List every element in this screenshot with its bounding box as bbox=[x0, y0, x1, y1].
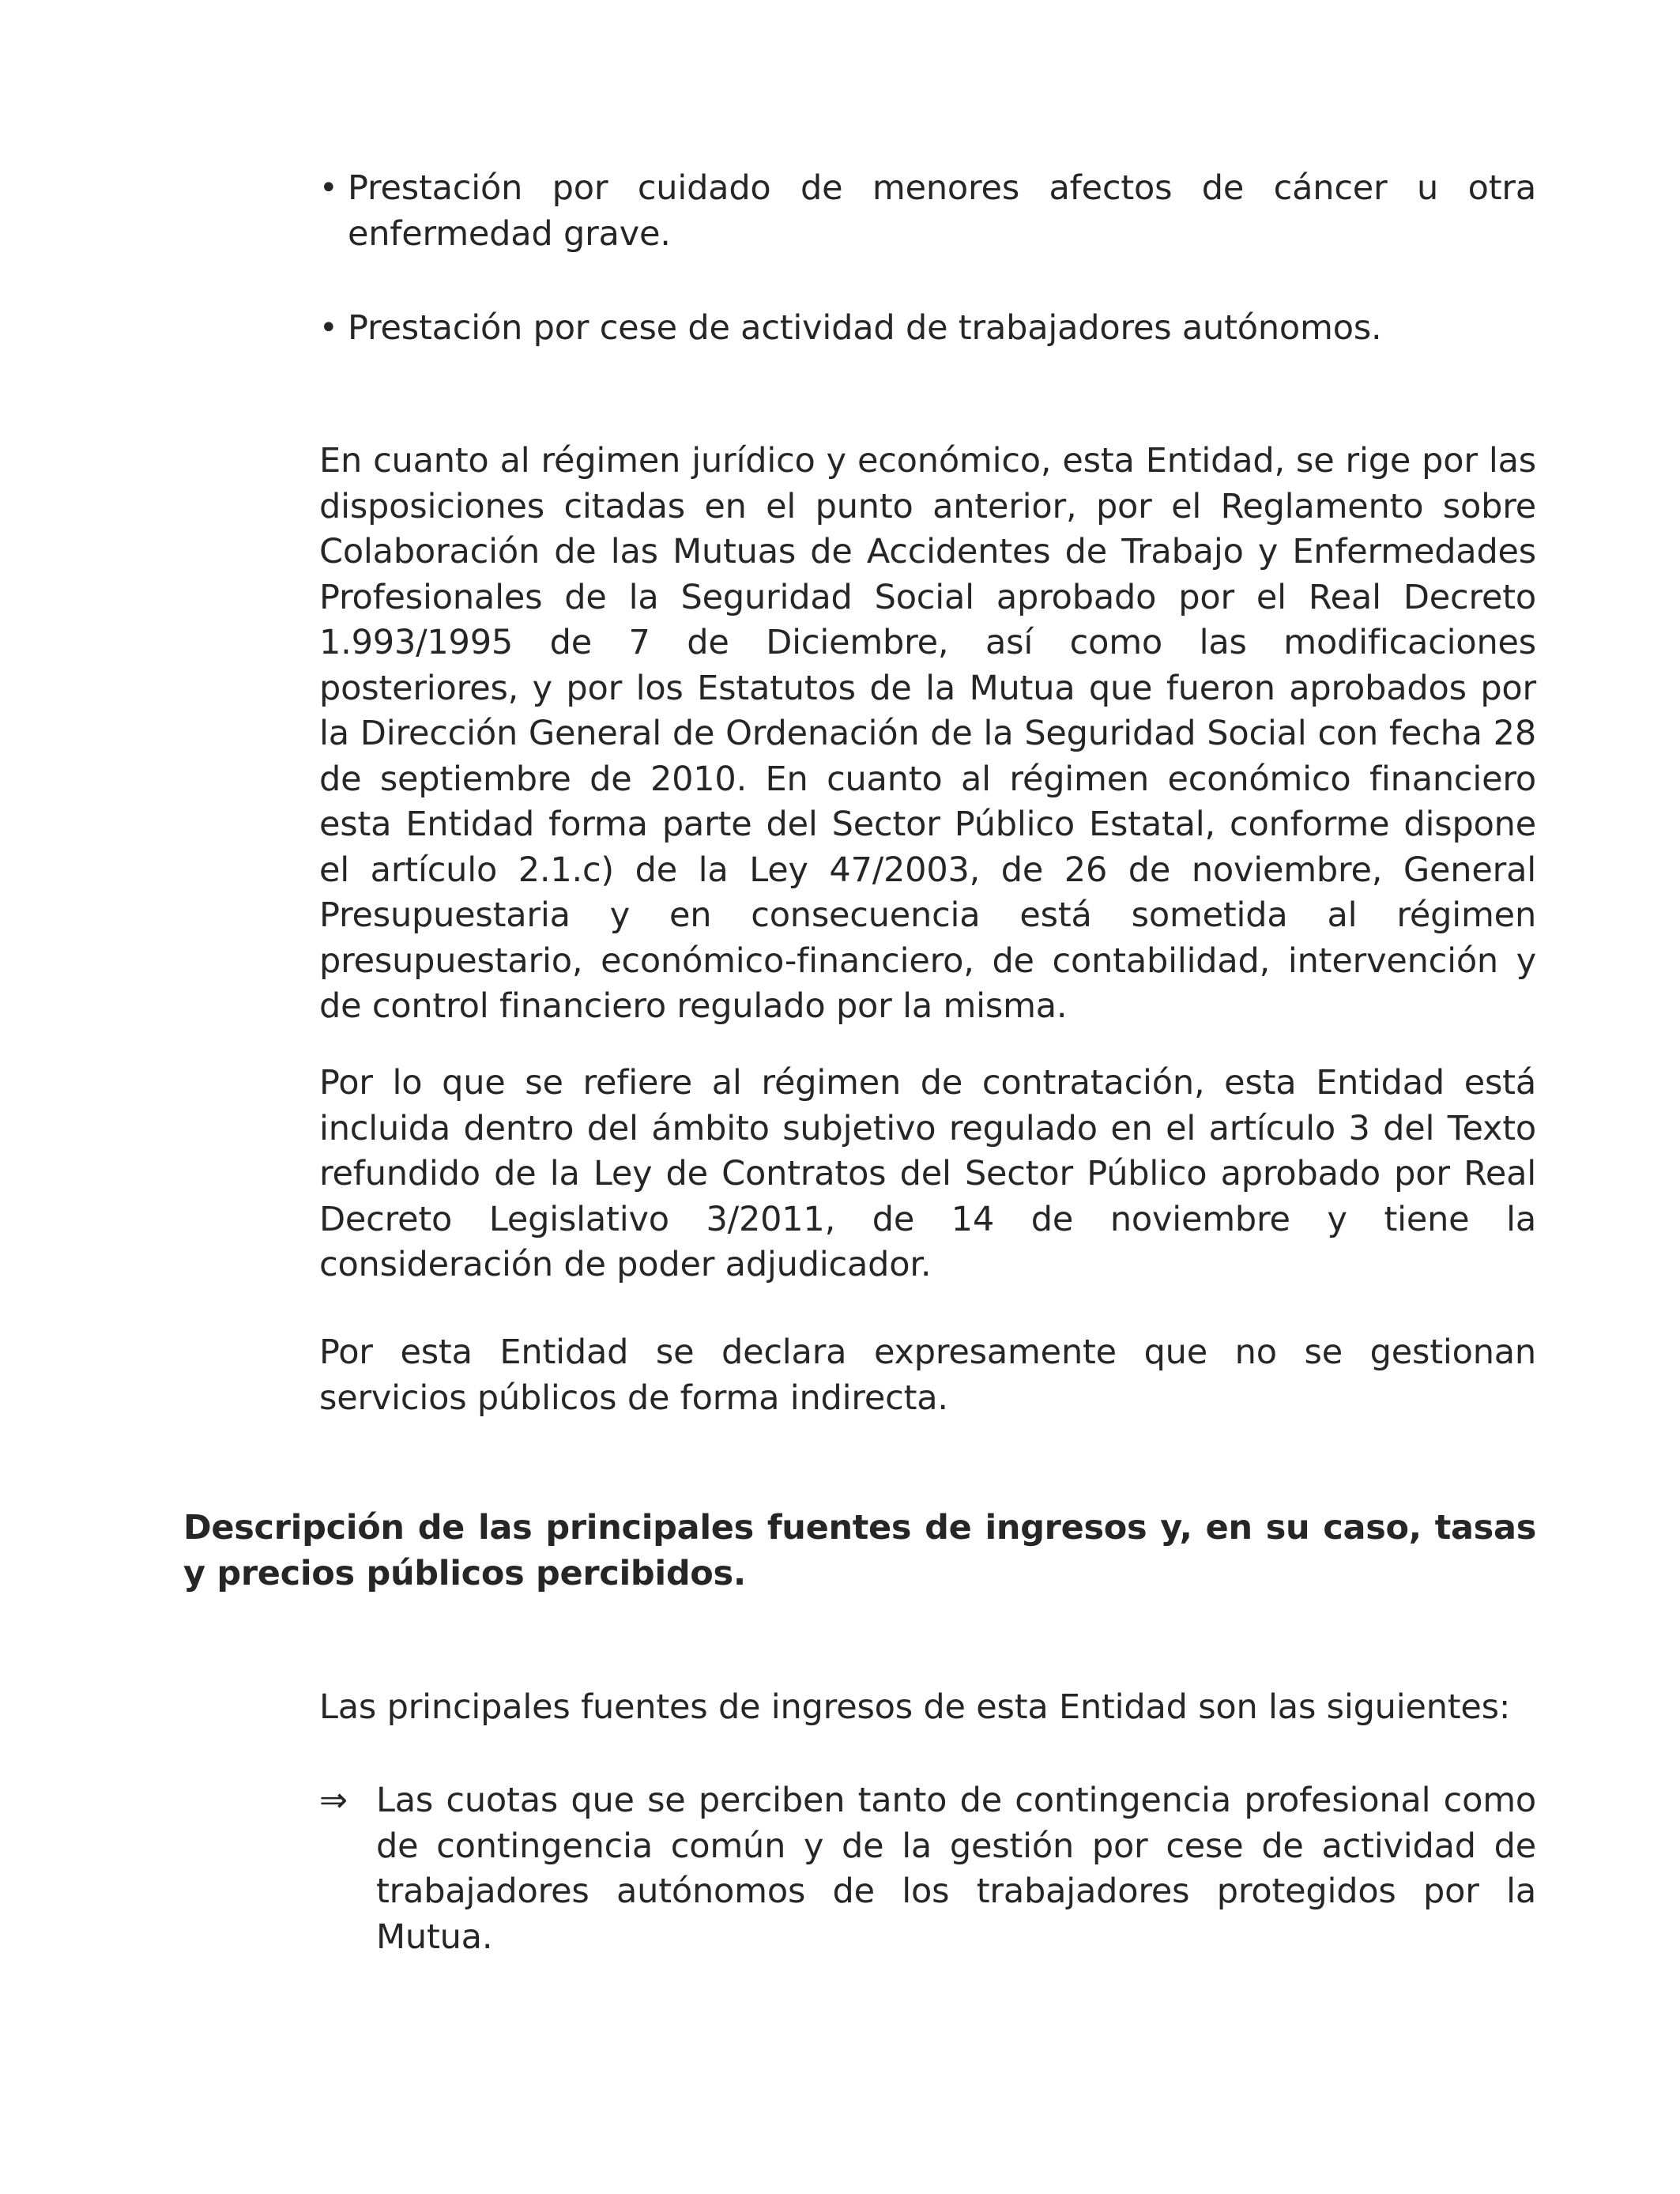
paragraph-regimen-juridico: En cuanto al régimen jurídico y económico, esta Entidad, se rige por las disposiciones citadas en el punto anterior, por el Reglamento sobre Colaboración de las Mutuas de Accidentes de Trabajo y Enfermedades Profesionales de la Seguridad Social aprobado por el Real Decreto 1.993/1995 de 7 de Diciembre, así como las modificaciones posteriores, y por los Estatutos de la Mutua que fueron aprobados por la Dirección General de Ordenación de la Seguridad Social con fecha 28 de septiembre de 2010. En cuanto al régimen económico financiero esta Entidad forma parte del Sector Público Estatal, conforme dispone el artículo 2.1.c) de la Ley 47/2003, de 26 de noviembre, General Presupuestaria y en consecuencia está sometida al régimen presupuestario, económico-financiero, de contabilidad, intervención y de control financiero regulado por la misma. bbox=[319, 441, 1536, 1026]
paragraph-servicios: Por esta Entidad se declara expresamente que no se gestionan servicios públicos de forma indirecta. bbox=[319, 1333, 1536, 1418]
arrow-right-icon: ⇒ bbox=[319, 1781, 348, 1820]
bullet-text: Prestación por cuidado de menores afectos de cáncer u otra enfermedad grave. bbox=[348, 168, 1536, 254]
section-heading: Descripción de las principales fuentes de ingresos y, en su caso, tasas y precios públicos percibidos. bbox=[183, 1508, 1536, 1593]
paragraph-contratacion: Por lo que se refiere al régimen de contratación, esta Entidad está incluida dentro del ámbito subjetivo regulado en el artículo 3 del Texto refundido de la Ley de Contratos del Sector Público aprobado por Real Decreto Legislativo 3/2011, de 14 de noviembre y tiene la consideración de poder adjudicador. bbox=[319, 1063, 1536, 1284]
bullet-text: Prestación por cese de actividad de trabajadores autónomos. bbox=[348, 308, 1382, 348]
bullet-icon: • bbox=[319, 170, 338, 206]
bullet-icon: • bbox=[319, 310, 338, 346]
list-item-text: Las cuotas que se perciben tanto de contingencia profesional como de contingencia común y de la gestión por cese de actividad de trabajadores autónomos de los trabajadores protegidos por la Mutua. bbox=[376, 1781, 1536, 1957]
section-intro: Las principales fuentes de ingresos de esta Entidad son las siguientes: bbox=[319, 1687, 1511, 1727]
